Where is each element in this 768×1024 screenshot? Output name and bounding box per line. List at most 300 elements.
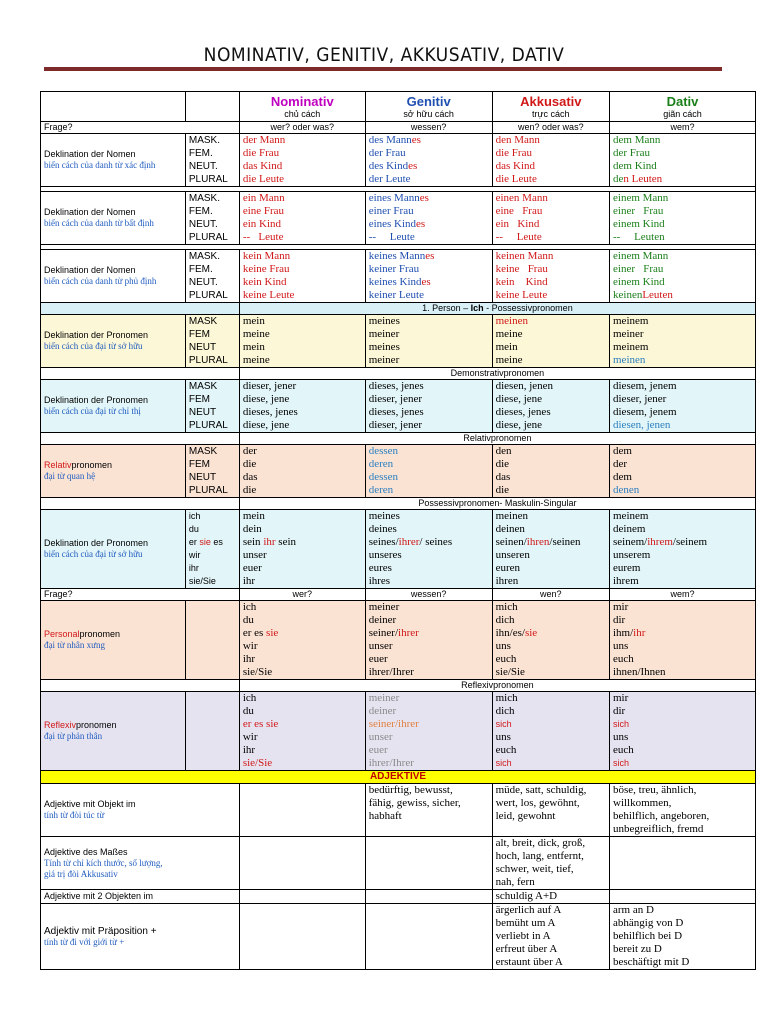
gender: MASK	[188, 381, 218, 392]
dash: --	[495, 231, 503, 243]
form: keine Frau	[242, 263, 290, 275]
form: wir	[242, 731, 258, 743]
form: sich	[613, 719, 630, 729]
personal-block	[41, 601, 756, 680]
ending: Leuten	[642, 289, 673, 301]
dativ-cell	[610, 192, 756, 245]
label-de: Adjektiv mit Präposition +	[44, 925, 157, 937]
dativ-cell	[610, 510, 756, 589]
dativ-cell	[610, 890, 756, 904]
form: die Leute	[495, 173, 537, 185]
ending: es	[411, 134, 421, 146]
form	[369, 276, 489, 289]
form: unser	[368, 731, 393, 743]
form: mein	[495, 341, 518, 353]
dativ-cell	[610, 380, 756, 433]
form: diesen, jenen	[613, 419, 671, 431]
person-column	[185, 510, 239, 589]
form: einer Frau	[368, 205, 414, 217]
form	[369, 218, 489, 231]
label-highlight: Relativ	[44, 460, 72, 470]
dativ-cell	[610, 784, 756, 837]
form: einen Mann	[495, 192, 548, 204]
case-name: Dativ	[666, 93, 699, 109]
header-empty	[41, 92, 186, 122]
form: seines/ihrer/ seines	[368, 536, 453, 548]
ending: es	[419, 192, 429, 204]
band-empty	[41, 680, 240, 692]
form: meines	[368, 341, 400, 353]
gender: PLURAL	[188, 485, 228, 496]
header-row	[41, 92, 756, 122]
label-de: Deklination der Nomen	[44, 265, 136, 275]
adj-row	[41, 784, 756, 837]
form: die Frau	[495, 147, 532, 159]
form: meine	[242, 328, 270, 340]
nominativ-cell	[239, 250, 365, 303]
form: ein Mann	[242, 192, 285, 204]
form: unserem	[613, 549, 651, 561]
form: deiner	[368, 705, 397, 717]
form: seiner/ihrer	[368, 627, 419, 639]
form: sich	[613, 758, 630, 768]
definite-block	[41, 134, 756, 187]
frage-genitiv: wessen?	[365, 122, 492, 134]
nominativ-cell	[239, 134, 365, 187]
stem: kein	[495, 276, 515, 288]
form: ihrem	[613, 575, 639, 587]
form: keiner Leute	[368, 289, 424, 301]
demonstrative-block	[41, 380, 756, 433]
band-title: Relativpronomen	[239, 433, 755, 445]
form: dieses, jenes	[368, 380, 424, 392]
form: dieses, jenes	[368, 406, 424, 418]
form: meinem	[613, 341, 649, 353]
section-band	[41, 498, 756, 510]
dativ-cell	[610, 134, 756, 187]
form: meinem	[613, 510, 649, 522]
label-de: Deklination der Pronomen	[44, 395, 149, 405]
akkusativ-cell	[492, 904, 609, 970]
form: ihr	[242, 653, 256, 665]
adj-text: bedürftig, bewusst,	[368, 784, 453, 796]
dativ-cell	[610, 692, 756, 771]
form: das Kind	[495, 160, 536, 172]
adj-text: behilflich bei D	[613, 930, 683, 942]
band-empty	[41, 368, 240, 380]
form: ihnen/Ihnen	[613, 666, 666, 678]
nominativ-cell	[239, 904, 365, 970]
akkusativ-cell	[492, 837, 609, 890]
form: euer	[368, 653, 388, 665]
form: diese, jene	[495, 393, 543, 405]
personal-label	[41, 601, 186, 680]
possessive-masc-block	[41, 510, 756, 589]
gender: MASK.	[188, 251, 221, 262]
noun: Frau	[527, 263, 548, 275]
form: einem Kind	[613, 276, 665, 288]
form: unser	[242, 549, 267, 561]
form: keiner Frau	[368, 263, 420, 275]
form: die Leute	[242, 173, 285, 185]
band-title: Possessivpronomen- Maskulin-Singular	[239, 498, 755, 510]
form: ihres	[368, 575, 391, 587]
section-band	[41, 303, 756, 315]
form: denen	[613, 484, 640, 496]
case-vi: trực cách	[532, 108, 570, 119]
form: die	[495, 484, 510, 496]
adj-row	[41, 837, 756, 890]
header-empty	[185, 92, 239, 122]
nominativ-cell	[239, 192, 365, 245]
gender-column	[185, 192, 239, 245]
dativ-cell	[610, 837, 756, 890]
akkusativ-cell	[492, 510, 609, 589]
adjektive-band	[41, 771, 756, 784]
form: mein	[242, 510, 265, 522]
adj-text: schwer, weit, tief,	[495, 863, 574, 875]
case-name: Genitiv	[406, 93, 451, 109]
stem: Leute	[258, 231, 284, 243]
label-vi: biến cách của đại từ sở hữu	[44, 549, 143, 559]
band-title: Reflexivpronomen	[239, 680, 755, 692]
form: ihren	[495, 575, 519, 587]
frage-dativ: wem?	[610, 122, 756, 134]
form: sie/Sie	[495, 666, 525, 678]
form: euch	[495, 653, 517, 665]
form: die	[242, 458, 257, 470]
form: dem Kind	[613, 160, 657, 172]
form: meiner	[368, 328, 400, 340]
form: dir	[613, 705, 626, 717]
form: dein	[242, 523, 262, 535]
dativ-cell	[610, 445, 756, 498]
form	[369, 192, 489, 205]
form: euch	[613, 744, 634, 756]
form: den	[495, 445, 512, 457]
reflexive-block	[41, 692, 756, 771]
adj-text: bemüht um A	[495, 917, 556, 929]
case-name: Nominativ	[270, 93, 334, 109]
person: sie/Sie	[188, 576, 216, 586]
nominativ-cell	[239, 601, 365, 680]
frage-row	[41, 589, 756, 601]
nominativ-cell	[239, 890, 365, 904]
label-de	[44, 460, 182, 471]
form: meines	[368, 510, 400, 522]
adj-text: behilflich, angeboren,	[613, 810, 710, 822]
form: deinem	[613, 523, 646, 535]
form: deiner	[368, 614, 397, 626]
form	[369, 134, 489, 147]
label-vi: đại từ quan hệ	[44, 471, 96, 481]
possessive-label	[41, 315, 186, 368]
ending: es	[421, 276, 431, 288]
nominativ-cell	[239, 380, 365, 433]
form: keine Leute	[242, 289, 295, 301]
label-highlight: Personal	[44, 629, 80, 639]
form: eurem	[613, 562, 641, 574]
form: unser	[368, 640, 393, 652]
frage-dativ: wem?	[610, 589, 756, 601]
form: deinen	[495, 523, 525, 535]
negative-block	[41, 250, 756, 303]
genitiv-cell	[365, 134, 492, 187]
gender: FEM	[188, 329, 210, 340]
form: mir	[613, 601, 629, 613]
form: dem	[613, 471, 632, 483]
nominativ-cell	[239, 315, 365, 368]
gender-column	[185, 134, 239, 187]
label-de: Adjektive mit 2 Objekten im	[44, 891, 154, 901]
band-title: Demonstrativpronomen	[239, 368, 755, 380]
frage-akkusativ: wen? oder was?	[492, 122, 609, 134]
adj-text: erfreut über A	[495, 943, 558, 955]
person: ich	[188, 511, 201, 521]
adj-row	[41, 904, 756, 970]
form: mich	[495, 692, 518, 704]
adj-text: habhaft	[368, 810, 402, 822]
gender: NEUT.	[188, 277, 218, 288]
section-band	[41, 368, 756, 380]
gender: FEM.	[188, 264, 213, 275]
form: die	[242, 484, 257, 496]
label-vi: biến cách của đại từ chỉ thị	[44, 406, 141, 416]
adj-label	[41, 890, 240, 904]
section-band	[41, 433, 756, 445]
form: meinem	[613, 315, 649, 327]
gender: MASK	[188, 316, 218, 327]
stem: eines Mann	[368, 192, 420, 204]
case-vi: chủ cách	[284, 108, 321, 119]
form: dieses, jenes	[242, 406, 298, 418]
indefinite-block	[41, 192, 756, 245]
ending: n Leuten	[623, 173, 663, 185]
case-vi: giãn cách	[663, 108, 702, 119]
nominativ-cell	[239, 837, 365, 890]
akkusativ-cell	[492, 890, 609, 904]
form: das Kind	[242, 160, 283, 172]
stem: keine	[495, 263, 520, 275]
definite-label	[41, 134, 186, 187]
adj-label	[41, 784, 240, 837]
adj-text: wert, los, gewöhnt,	[495, 797, 580, 809]
stem: des Mann	[368, 134, 412, 146]
gender: PLURAL	[188, 290, 228, 301]
possessive-block	[41, 315, 756, 368]
adj-row	[41, 890, 756, 904]
form: das	[242, 471, 258, 483]
dativ-cell	[610, 250, 756, 303]
form: uns	[495, 640, 511, 652]
form: die Frau	[242, 147, 280, 159]
band-empty	[41, 498, 240, 510]
header-akkusativ	[492, 92, 609, 122]
nominativ-cell	[239, 445, 365, 498]
empty-cell	[185, 692, 239, 771]
nominativ-cell	[239, 784, 365, 837]
frage-akkusativ: wen?	[492, 589, 609, 601]
noun: Kind	[517, 218, 540, 230]
akkusativ-cell	[492, 784, 609, 837]
label-de: Adjektive des Maßes	[44, 846, 128, 857]
indefinite-label	[41, 192, 186, 245]
gender: PLURAL	[188, 420, 228, 431]
header-genitiv	[365, 92, 492, 122]
adj-text: bereit zu D	[613, 943, 662, 955]
dash: --	[368, 231, 377, 243]
noun: Leuten	[634, 231, 665, 243]
gender: FEM	[188, 394, 210, 405]
stem: ein	[495, 218, 510, 230]
stem: eines Kind	[368, 218, 417, 230]
label-de	[44, 720, 182, 731]
form: euch	[613, 653, 634, 665]
form: ihrer/Ihrer	[368, 757, 414, 769]
form: dieser, jener	[613, 393, 667, 405]
label-de: Deklination der Pronomen	[44, 330, 149, 340]
form: meine	[495, 354, 523, 366]
form: dessen	[368, 445, 399, 457]
empty-cell	[185, 601, 239, 680]
gender: NEUT	[188, 342, 217, 353]
form: dir	[613, 614, 626, 626]
form: der	[242, 445, 257, 457]
form: ich	[242, 692, 257, 704]
adj-text: leid, gewohnt	[495, 810, 556, 822]
akkusativ-cell	[492, 692, 609, 771]
form	[496, 218, 606, 231]
label-rest: pronomen	[71, 460, 113, 470]
form	[369, 250, 489, 263]
gender: FEM.	[188, 148, 213, 159]
possessive-masc-label	[41, 510, 186, 589]
gender-column	[185, 445, 239, 498]
form: euer	[242, 562, 262, 574]
frage-label: Frage?	[41, 122, 240, 134]
form: der Leute	[368, 173, 411, 185]
akkusativ-cell	[492, 315, 609, 368]
genitiv-cell	[365, 837, 492, 890]
label-rest: pronomen	[76, 720, 117, 730]
akkusativ-cell	[492, 601, 609, 680]
label-vi: biến cách của danh từ phủ định	[44, 276, 157, 286]
header-dativ	[610, 92, 756, 122]
band-text: 1. Person –	[422, 303, 471, 313]
dativ-cell	[610, 601, 756, 680]
noun: Kind	[525, 276, 548, 288]
person: ihr	[188, 563, 199, 573]
gender: PLURAL	[188, 232, 228, 243]
form: einer Frau	[613, 205, 664, 217]
nominativ-cell	[239, 510, 365, 589]
form: dem Mann	[613, 134, 661, 146]
akkusativ-cell	[492, 445, 609, 498]
form	[496, 231, 606, 244]
reflexive-label	[41, 692, 186, 771]
gender-column	[185, 315, 239, 368]
adj-text: hoch, lang, entfernt,	[495, 850, 584, 862]
form: einem Mann	[613, 250, 669, 262]
form	[369, 231, 489, 244]
form: eures	[368, 562, 392, 574]
form: meine	[495, 328, 523, 340]
form: meines	[368, 315, 400, 327]
case-name: Akkusativ	[520, 93, 582, 109]
band-empty	[41, 433, 240, 445]
adj-text: unbegreiflich, fremd	[613, 823, 704, 835]
gender: NEUT.	[188, 219, 218, 230]
form: keine Leute	[495, 289, 548, 301]
form: meiner	[368, 354, 400, 366]
relative-block	[41, 445, 756, 498]
negative-label	[41, 250, 186, 303]
form: ihm/ihr	[613, 627, 646, 639]
form: einer Frau	[613, 263, 664, 275]
frage-nominativ: wer? oder was?	[239, 122, 365, 134]
akkusativ-cell	[492, 192, 609, 245]
gender: PLURAL	[188, 174, 228, 185]
genitiv-cell	[365, 315, 492, 368]
gender: FEM	[188, 459, 210, 470]
noun: Leute	[516, 231, 542, 243]
label-de: Adjektive mit Objekt im	[44, 799, 136, 809]
band-empty	[41, 303, 240, 315]
form: eine Frau	[242, 205, 285, 217]
form: er es sie	[242, 718, 279, 730]
gender: FEM.	[188, 206, 213, 217]
form: euch	[495, 744, 517, 756]
form: dem	[613, 445, 632, 457]
form: sein ihr sein	[242, 536, 297, 548]
label-highlight: Reflexiv	[44, 720, 77, 730]
akkusativ-cell	[492, 134, 609, 187]
adj-label	[41, 904, 240, 970]
form: euer	[368, 744, 388, 756]
form: ein Kind	[242, 218, 282, 230]
genitiv-cell	[365, 904, 492, 970]
label-de: Deklination der Nomen	[44, 207, 136, 217]
form: mein	[242, 315, 265, 327]
form: unseren	[495, 549, 530, 561]
label-vi: biến cách của danh từ bất định	[44, 218, 154, 228]
stem: keinen	[613, 289, 643, 301]
form	[613, 289, 752, 302]
form: uns	[613, 640, 629, 652]
form: die	[495, 458, 510, 470]
gender: NEUT	[188, 407, 217, 418]
adjektive-title: ADJEKTIVE	[41, 771, 756, 784]
form: meinen	[613, 354, 646, 366]
frage-label: Frage?	[41, 589, 240, 601]
adj-text: nah, fern	[495, 876, 535, 888]
relative-label	[41, 445, 186, 498]
label-vi: đại từ phản thân	[44, 731, 103, 741]
band-title	[239, 303, 755, 315]
form	[243, 231, 362, 244]
genitiv-cell	[365, 192, 492, 245]
form: du	[242, 705, 254, 717]
form: einem Kind	[613, 218, 665, 230]
form: dieser, jener	[368, 393, 422, 405]
genitiv-cell	[365, 784, 492, 837]
frage-row	[41, 122, 756, 134]
adj-text: müde, satt, schuldig,	[495, 784, 587, 796]
gender: NEUT	[188, 472, 217, 483]
grammar-table	[40, 91, 756, 970]
label-de	[44, 629, 182, 640]
form: meiner	[613, 328, 644, 340]
